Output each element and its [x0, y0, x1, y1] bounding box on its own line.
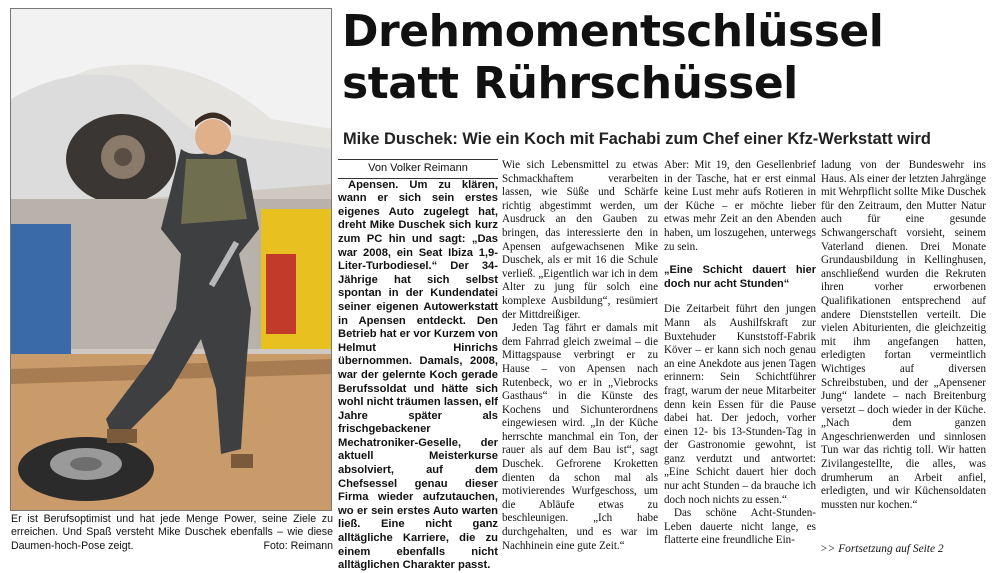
column-2-paragraph-2: Jeden Tag fährt er damals mit dem Fahrrad gleich zweimal – die Mittagspause verbringt er zu Hause – von Apensen nach Rutenbeck, wo er in „Viebrocks Gasthaus“ in die Künste des Kochens und Sichunterordnens eingewiesen wird. „In der Küche herrschte manchmal ein Ton, der rauer als auf dem Bau ist“, sagt Duschek. Gefrorene Kroketten dienten da schon mal als motivierendes Wurfgeschoss, um die Abläufe etwas zu beschleunigen. „Ich habe durchgehalten, und es war im Nachhinein eine gute Zeit.“ — [502, 322, 658, 552]
continuation-note[interactable]: >> Fortsetzung auf Seite 2 — [820, 543, 944, 555]
column-2-paragraph-1: Wie sich Lebensmittel zu etwas Schmackhaftem verarbeiten lassen, wie Süße und Schärfe richtig abgestimmt werden, um Ausdruck an den Gauben zu bringen, das interessierte den in Apensen aufgewachsenen Mike Duschek, als er mit 16 die Schule verließ. „Eigentlich war ich in dem Alter zu jung für solch eine komplexe Ausbildung“, resümiert der Mittdreißiger. — [502, 159, 658, 321]
column-4-paragraph-1: ladung von der Bundeswehr ins Haus. Als einer der letzten Jahrgänge mit Wehrpflicht sollte Mike Duschek für den Zeitraum, den Mutter Natur auch für eine gesunde Schwangerschaft vorsieht, seinem Vaterland dienen. Drei Monate Grundausbildung in Kellinghusen, anschließend wurden die Rekruten ihren vorher erworbenen Qualifikationen entsprechend auf andere Dienststellen verteilt. Die vielen Abiturienten, die gleichzeitig mit ihm angefangen hatten, erledigten fortan vermeintlich Wichtiges auf diversen Schreibstuben, und der „Apensener Jung“ landete – nach Breitenburg versetzt – doch wieder in der Küche. „Nach dem ganzen Angeschrienwerden und sinnlosen Tun war das richtig toll. Wir hatten Zivilangestellte, die alles, was drumherum an Arbeit anfiel, erledigten, und wir Küchensoldaten mussten nur kochen.“ — [821, 159, 986, 511]
intertitle: „Eine Schicht dauert hier doch nur acht Stunden“ — [664, 264, 816, 290]
caption-text: Er ist Berufsoptimist und hat jede Menge Power, seine Ziele zu erreichen. Und Spaß versteht Mike Duschek ebenfalls – wie diese Daumen-hoch-Pose zeigt. — [11, 513, 333, 552]
lead-paragraph: Apensen. Um zu klären, wann er sich sein erstes eigenes Auto zugelegt hat, dreht Mike Duschek sich kurz zum PC hin und sagt: „Das war 2008, ein Seat Ibiza 1,9-Liter-Turbodiesel.“ Der 34-Jährige hat sich selbst spontan in der Kundendatei seiner eigenen Autowerkstatt in Apensen entdeckt. Den Betrieb hat er vor Kurzem von Helmut Hinrichs übernommen. Damals, 2008, war der gelernte Koch gerade Berufssoldat und hätte sich wohl nicht träumen lassen, elf Jahre später als frischgebackener Mechatroniker-Geselle, der aktuell Meisterkurse absolviert, auf dem Chefsessel genau dieser Firma wieder aufzutauchen, wo er sein erstes Auto warten ließ. Eine nicht ganz alltägliche Karriere, die zu einem ebenfalls nicht alltäglichen Charakter passt. — [338, 178, 498, 572]
article-column-2 — [502, 159, 658, 553]
photo-credit: Foto: Reimann — [263, 539, 333, 552]
article-column-4 — [821, 159, 986, 512]
headline-line-1: Drehmomentschlüssel — [342, 6, 884, 57]
mechanic-photo-illustration — [11, 9, 332, 511]
photo-caption — [11, 513, 333, 553]
headline — [342, 6, 883, 110]
column-3-paragraph-2: Die Zeitarbeit führt den jungen Mann als Aushilfskraft zur Buxtehuder Kunststoff-Fabrik Köver – er kann sich noch genau an eine Anekdote aus jenen Tagen erinnern: Sein Schichtführer fragt, warum der neue Mitarbeiter denn kein Essen für die Pause dabei hat. Der jedoch, vorher einen 12- bis 13-Stunden-Tag in der Gastronomie gewohnt, ist ganz verdutzt und antwortet: „Eine Schicht dauert hier doch nur acht Stunden – da brauche ich doch noch nichts zu essen.“ — [664, 303, 816, 506]
article-photo — [10, 8, 332, 511]
headline-line-2: statt Rührschüssel — [342, 58, 798, 109]
column-3-paragraph-1: Aber: Mit 19, den Gesellenbrief in der Tasche, hat er erst einmal keine Lust mehr aufs Rotieren in der Küche – er möchte lieber etwas mehr Zeit an den Abenden haben, um loszugehen, unterwegs zu sein. — [664, 159, 816, 253]
subheadline: Mike Duschek: Wie ein Koch mit Fachabi zum Chef einer Kfz-Werkstatt wird — [343, 130, 931, 148]
article-column-3 — [664, 159, 816, 548]
article-column-1 — [338, 159, 498, 573]
byline: Von Volker Reimann — [338, 159, 498, 179]
column-3-paragraph-3: Das schöne Acht-Stunden-Leben dauerte nicht lange, es flatterte eine freundliche Ein- — [664, 507, 816, 547]
